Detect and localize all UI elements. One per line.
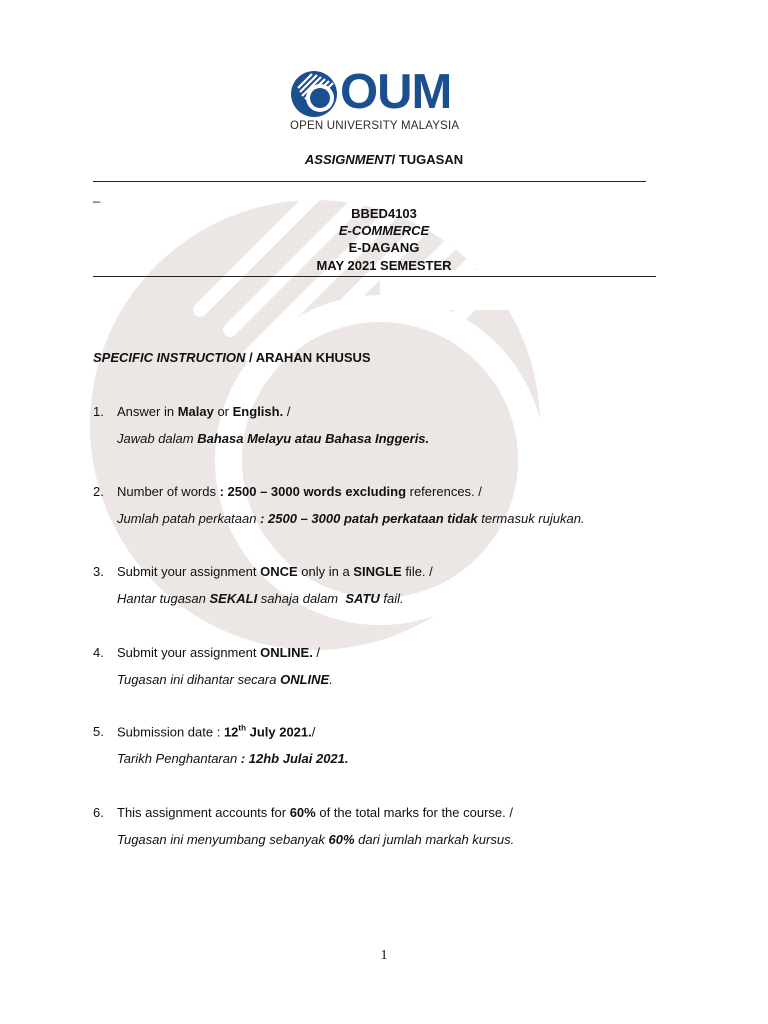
text-run: Malay [177, 404, 214, 419]
text-run: ONLINE. [260, 645, 313, 660]
text-run: file. / [401, 564, 433, 579]
text-run: SINGLE [353, 564, 402, 579]
list-item-number: 1. [93, 404, 104, 419]
text-run: / [283, 404, 291, 419]
document-title [0, 152, 768, 167]
list-item-number: 5. [93, 724, 104, 739]
text-run: / [312, 645, 321, 660]
title-rule [93, 181, 646, 182]
list-item-malay [117, 591, 404, 606]
text-run: dari jumlah markah kursus. [354, 832, 515, 847]
list-item-malay [117, 751, 349, 766]
text-run: This assignment accounts for [117, 805, 290, 820]
text-run: SATU [345, 591, 380, 606]
text-run: : 2500 – 3000 words excluding [219, 484, 407, 499]
logo-subtitle: OPEN UNIVERSITY MALAYSIA [290, 120, 460, 132]
text-run: termasuk rujukan. [477, 511, 585, 526]
text-run: th [238, 724, 246, 733]
title-malay: TUGASAN [398, 152, 464, 167]
text-run: English. [232, 404, 284, 419]
semester: MAY 2021 SEMESTER [316, 258, 452, 273]
text-run: only in a [297, 564, 354, 579]
text-run: Hantar tugasan [117, 591, 210, 606]
text-run: Tarikh Penghantaran [117, 751, 241, 766]
text-run: Jumlah patah perkataan [117, 511, 261, 526]
title-english: ASSIGNMENT [304, 152, 392, 167]
text-run: SEKALI [209, 591, 258, 606]
list-item-english [117, 805, 513, 820]
instructions-heading-separator: / [245, 350, 256, 365]
list-item-english [117, 564, 433, 579]
text-run: ONLINE [280, 672, 330, 687]
course-code: BBED4103 [351, 206, 417, 221]
text-run: Tugasan ini dihantar secara [117, 672, 281, 687]
text-run: 12 [223, 724, 239, 740]
list-item-english [117, 484, 482, 499]
text-run: 60% [328, 832, 355, 847]
list-item-number: 4. [93, 645, 104, 660]
text-run: Bahasa Melayu atau Bahasa Inggeris. [197, 431, 430, 446]
text-run: sahaja dalam [257, 591, 346, 606]
list-item-number: 6. [93, 805, 104, 820]
list-item-number: 2. [93, 484, 104, 499]
instructions-heading [93, 350, 371, 365]
list-item-number: 3. [93, 564, 104, 579]
text-run: Submission date : [117, 724, 224, 740]
text-run: Answer in [117, 404, 178, 419]
text-run: Tugasan ini menyumbang sebanyak [117, 832, 329, 847]
list-item-english [117, 404, 290, 419]
instructions-heading-malay: ARAHAN KHUSUS [255, 350, 371, 365]
list-item-malay [117, 832, 514, 847]
course-name-english: E-COMMERCE [338, 223, 430, 238]
text-run: Jawab dalam [117, 431, 198, 446]
text-run: : 2500 – 3000 patah perkataan tidak [260, 511, 478, 526]
text-run: : 12hb Julai 2021. [240, 751, 349, 766]
text-run: Number of words [117, 484, 220, 499]
oum-logo [290, 65, 465, 136]
list-item-malay [117, 511, 585, 526]
text-run: Submit your assignment [117, 645, 261, 660]
text-run: July 2021. [245, 724, 312, 740]
text-run: or [213, 404, 233, 419]
course-name-malay: E-DAGANG [348, 240, 420, 255]
text-run: ONCE [260, 564, 298, 579]
text-run: fail. [379, 591, 404, 606]
stray-dash: _ [93, 188, 101, 203]
instructions-heading-english: SPECIFIC INSTRUCTION [93, 350, 246, 365]
logo-letters: OUM [340, 65, 452, 119]
list-item-english [117, 724, 315, 739]
page-number: 1 [380, 948, 388, 963]
header-rule [93, 276, 656, 277]
text-run: 60% [289, 805, 316, 820]
oum-logo-mark [290, 70, 338, 118]
text-run: / [311, 724, 316, 740]
text-run: Submit your assignment [117, 564, 261, 579]
title-separator: / [391, 152, 399, 167]
list-item-malay [117, 672, 333, 687]
text-run: . [329, 672, 333, 687]
text-run: of the total marks for the course. / [315, 805, 513, 820]
text-run: references. / [406, 484, 482, 499]
list-item-english [117, 645, 320, 660]
list-item-malay [117, 431, 429, 446]
